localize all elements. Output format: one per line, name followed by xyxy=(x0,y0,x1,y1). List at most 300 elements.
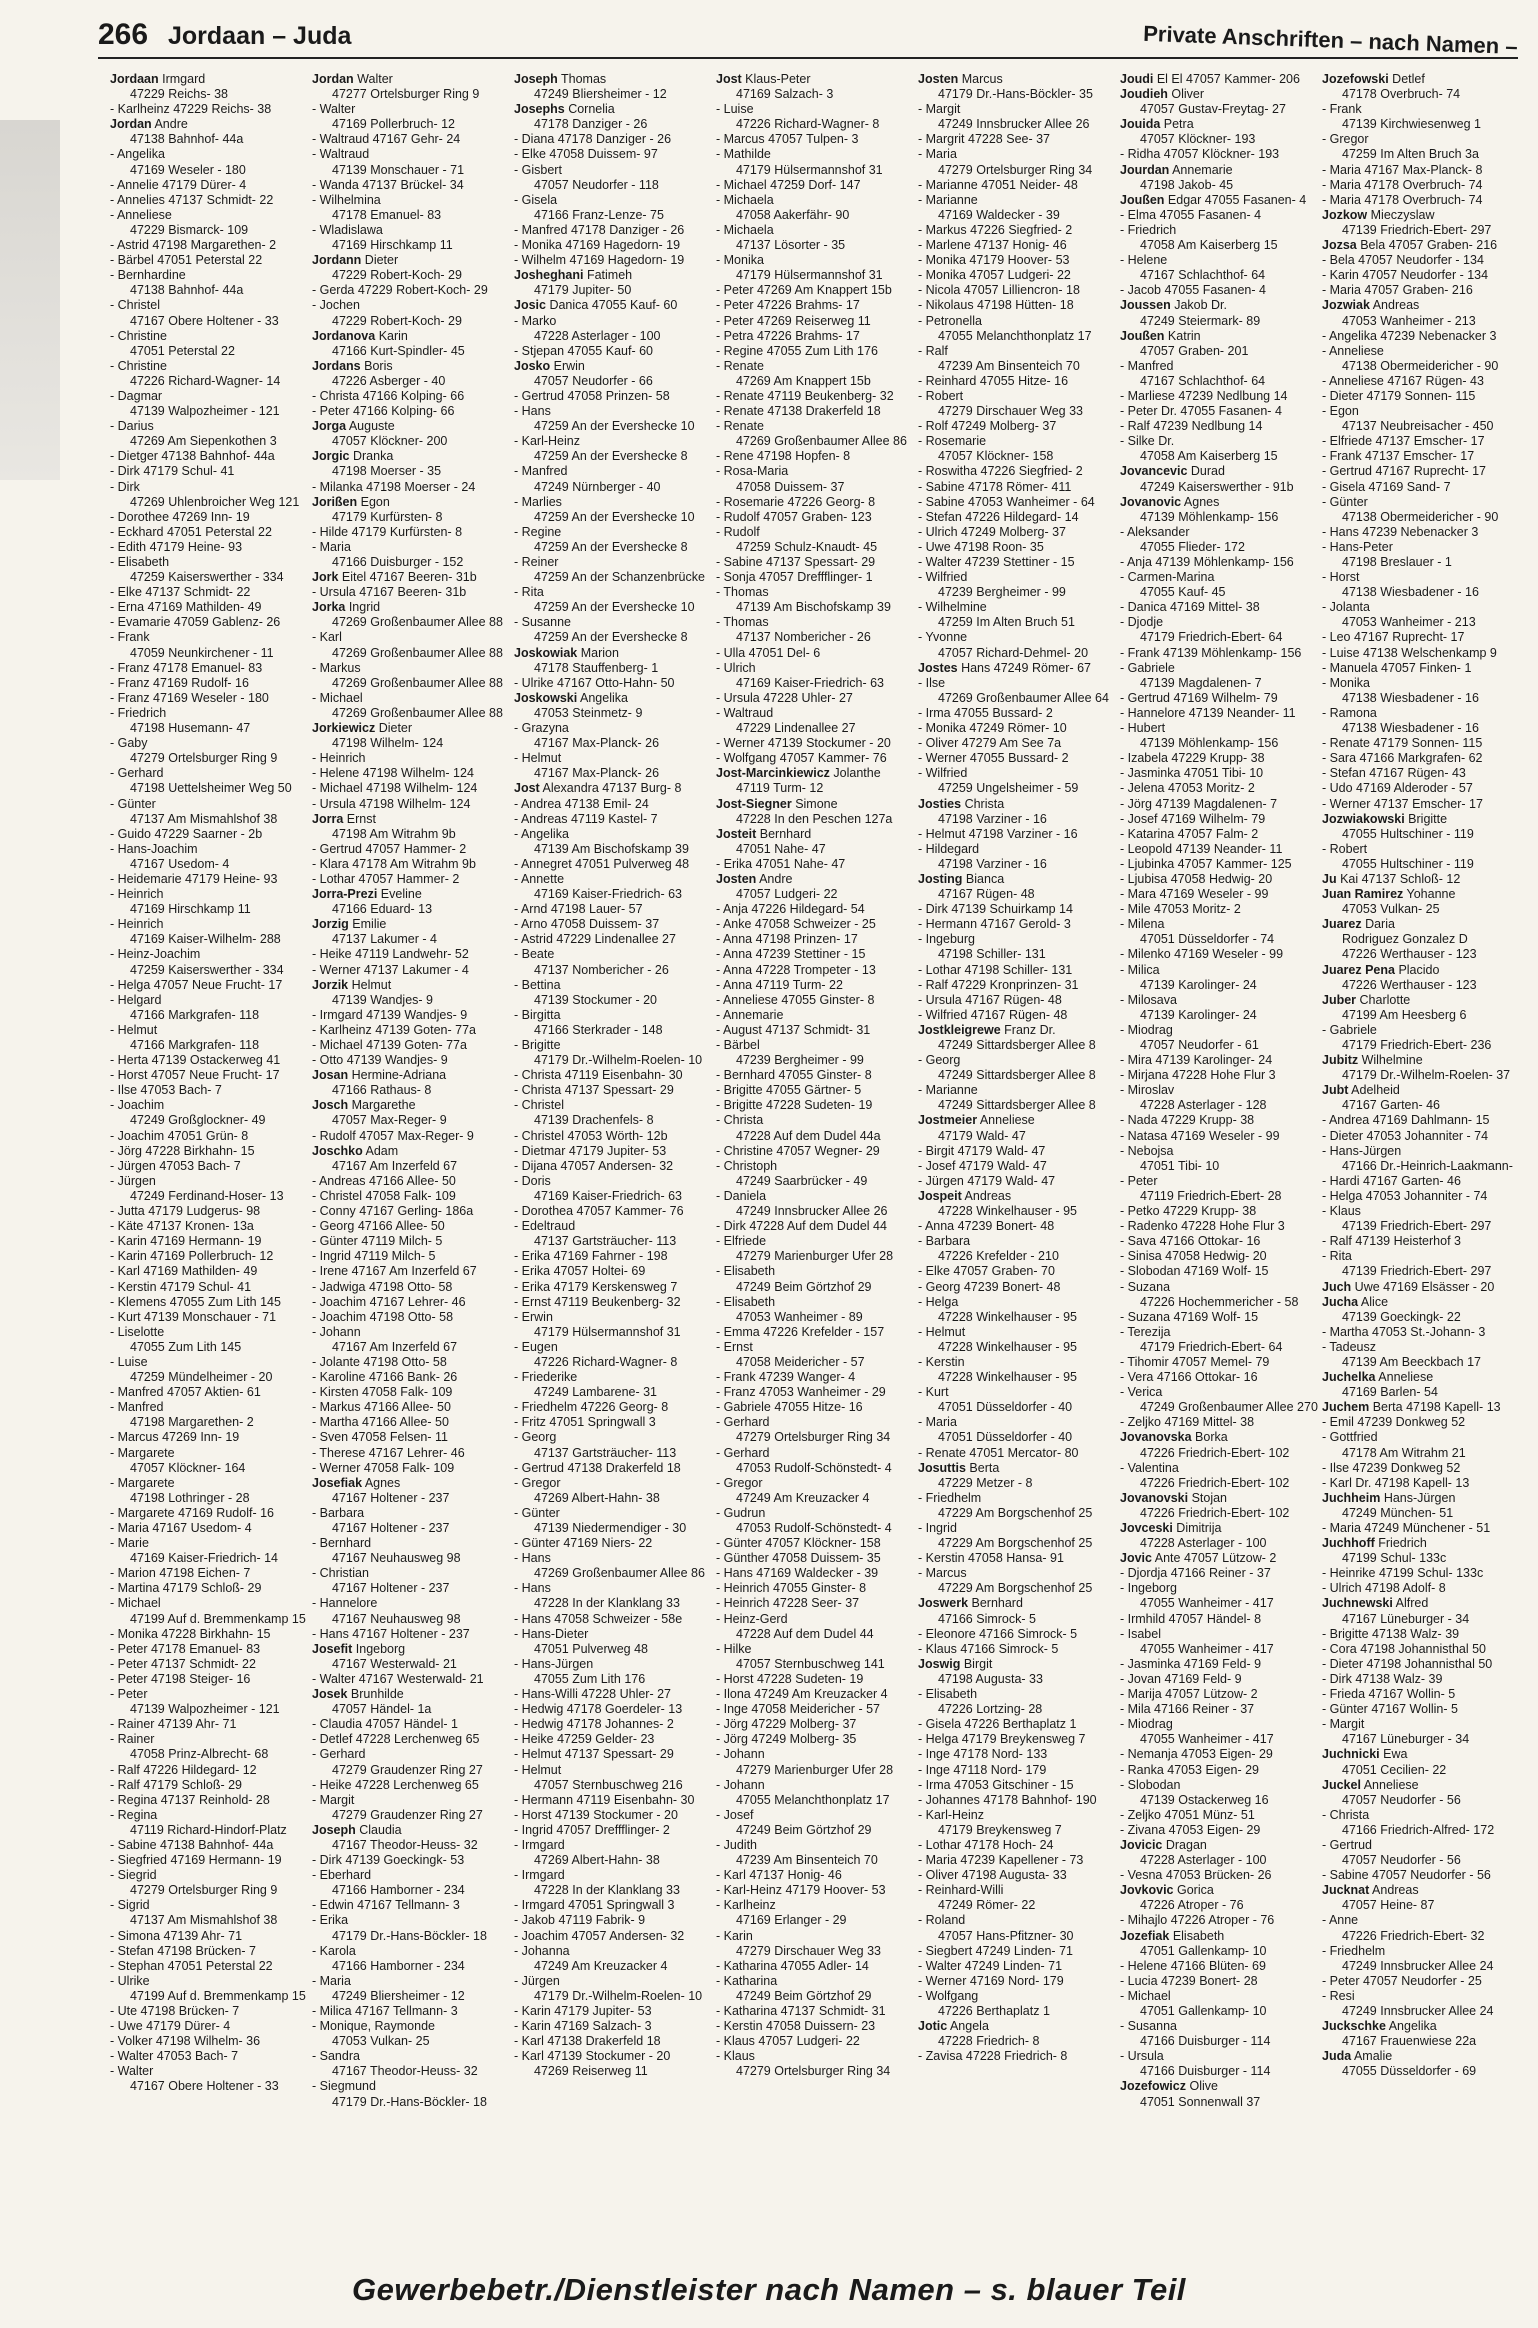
address-line: 47119 Richard-Hindorf-Platz xyxy=(130,1822,287,1837)
address-line: 47179 Breykensweg 7 xyxy=(938,1822,1062,1837)
person-entry: - Sava 47166 Ottokar- 16 xyxy=(1120,1234,1261,1249)
address-line: 47169 Kaiser-Wilhelm- 288 xyxy=(130,932,281,947)
person-entry: - Karl 47169 Mathilden- 49 xyxy=(110,1264,258,1279)
person-entry: - Inge 47118 Nord- 179 xyxy=(918,1762,1047,1777)
surname-entry xyxy=(918,1596,1116,1611)
address-line: 47055 Zum Lith 145 xyxy=(130,1339,242,1354)
person-entry: - Gottfried xyxy=(1322,1430,1378,1445)
surname-entry xyxy=(312,1476,510,1491)
person-entry: - Erika 47051 Nahe- 47 xyxy=(716,856,846,871)
person-entry: - Jasminka 47051 Tibi- 10 xyxy=(1120,766,1264,781)
address-line: 47277 Ortelsburger Ring 9 xyxy=(332,87,480,102)
address-line: 47179 Friedrich-Ebert- 64 xyxy=(1140,630,1283,645)
person-entry: - Heinrich 47228 Seer- 37 xyxy=(716,1596,860,1611)
surname: Jucknat xyxy=(1322,1883,1370,1898)
surname: Jozefowicz xyxy=(1120,2079,1186,2094)
person-entry: - Hans-Joachim xyxy=(110,841,198,856)
person-entry: - Sabine 47057 Neudorfer - 56 xyxy=(1322,1868,1491,1883)
person-entry: - Hans-Peter xyxy=(1322,539,1393,554)
person-entry: - Anna 47239 Stettiner - 15 xyxy=(716,947,866,962)
person-entry: - Anneliese 47167 Rügen- 43 xyxy=(1322,373,1484,388)
person-entry: - Egon xyxy=(1322,404,1359,419)
person-entry: - Susanna xyxy=(1120,2019,1177,2034)
address-line: 47166 Markgrafen- 118 xyxy=(130,1007,260,1022)
surname: Jozsa xyxy=(1322,238,1357,253)
person-entry: - Frank 47139 Möhlenkamp- 156 xyxy=(1120,645,1302,660)
surname-entry xyxy=(1322,917,1520,932)
person-entry: - Helmut 47137 Spessart- 29 xyxy=(514,1747,674,1762)
address-line: 47057 Gustav-Freytag- 27 xyxy=(1140,102,1286,117)
person-entry: - Heinrich xyxy=(312,751,366,766)
address-line: 47139 Karolinger- 24 xyxy=(1140,977,1257,992)
surname: Jouida xyxy=(1120,117,1161,132)
given-name: Ingrid xyxy=(345,600,381,615)
person-entry: - Irmgard 47051 Springwall 3 xyxy=(514,1898,675,1913)
address-line: 47179 Hülsermannshof 31 xyxy=(736,268,883,283)
person-entry: - Hubert xyxy=(1120,721,1166,736)
person-entry: - Bernhard 47055 Ginster- 8 xyxy=(716,1068,872,1083)
surname-entry xyxy=(1322,298,1520,313)
person-entry: - Marlene 47137 Honig- 46 xyxy=(918,238,1067,253)
given-name: Uwe 47169 Elsässer - 20 xyxy=(1351,1279,1495,1294)
person-entry: - Tadeusz xyxy=(1322,1339,1376,1354)
address-line: 47058 Meidericher - 57 xyxy=(736,1354,865,1369)
address-line: 47228 Friedrich- 8 xyxy=(938,2034,1040,2049)
person-entry: - Miodrag xyxy=(1120,1022,1173,1037)
address-line: 47139 Friedrich-Ebert- 297 xyxy=(1342,222,1492,237)
surname-entry xyxy=(918,2019,1116,2034)
surname-entry xyxy=(1120,1430,1318,1445)
address-line: 47166 Simrock- 5 xyxy=(938,1611,1036,1626)
address-line: 47167 Neuhausweg 98 xyxy=(332,1551,461,1566)
address-line: 47228 Auf dem Dudel 44 xyxy=(736,1626,874,1641)
person-entry: - Monika 47169 Hagedorn- 19 xyxy=(514,238,681,253)
address-line: 47167 Neuhausweg 98 xyxy=(332,1611,461,1626)
address-line: 47139 Möhlenkamp- 156 xyxy=(1140,509,1279,524)
person-entry: - Milanka 47198 Moerser - 24 xyxy=(312,479,476,494)
address-line: 47139 Möhlenkamp- 156 xyxy=(1140,736,1279,751)
address-line: 47169 Salzach- 3 xyxy=(736,87,834,102)
address-line: 47166 Eduard- 13 xyxy=(332,902,433,917)
person-entry: - Ilse 47239 Donkweg 52 xyxy=(1322,1460,1461,1475)
address-line: 47269 Am Siepenkothen 3 xyxy=(130,434,277,449)
person-entry: - Darius xyxy=(110,419,154,434)
address-line: 47055 Wanheimer - 417 xyxy=(1140,1732,1274,1747)
address-line: 47057 Sternbuschweg 141 xyxy=(736,1656,885,1671)
address-line: 47139 Drachenfels- 8 xyxy=(534,1113,654,1128)
person-entry: - Karin xyxy=(716,1928,753,1943)
address-line: 47226 Berthaplatz 1 xyxy=(938,2004,1050,2018)
address-line: 47279 Ortelsburger Ring 34 xyxy=(736,1430,891,1445)
person-entry: - Heinrich xyxy=(110,887,164,902)
person-entry: - Suzana xyxy=(1120,1279,1171,1294)
given-name: Klaus-Peter xyxy=(741,72,811,86)
person-entry: - Marianne xyxy=(918,192,978,207)
person-entry: - Nebojsa xyxy=(1120,1143,1174,1158)
person-entry: - Suzana 47169 Wolf- 15 xyxy=(1120,1309,1259,1324)
given-name: Erwin xyxy=(550,358,585,373)
person-entry: - Margit xyxy=(918,102,961,117)
address-line: 47166 Sterkrader - 148 xyxy=(534,1022,663,1037)
address-line: 47199 Schul- 133c xyxy=(1342,1551,1447,1566)
given-name: El El 47057 Kammer- 206 xyxy=(1153,72,1300,86)
person-entry: - Katarina 47057 Falm- 2 xyxy=(1120,826,1259,841)
person-entry: - Hans xyxy=(514,404,551,419)
address-line: 47058 Am Kaiserberg 15 xyxy=(1140,449,1278,464)
person-entry: - Ilse 47053 Bach- 7 xyxy=(110,1083,222,1098)
person-entry: - Hildegard xyxy=(918,841,980,856)
person-entry: - Margit xyxy=(1322,1717,1365,1732)
surname: Josko xyxy=(514,358,551,373)
address-line: 47137 Gartsträucher- 113 xyxy=(534,1445,677,1460)
person-entry: - Petko 47229 Krupp- 38 xyxy=(1120,1204,1257,1219)
person-entry: - Karola xyxy=(312,1943,356,1958)
address-line: 47053 Vulkan- 25 xyxy=(332,2034,430,2049)
address-line: 47166 Friedrich-Alfred- 172 xyxy=(1342,1822,1495,1837)
person-entry: - Klemens 47055 Zum Lith 145 xyxy=(110,1294,281,1309)
directory-column xyxy=(514,72,712,2252)
surname-entry xyxy=(1322,1747,1520,1762)
person-entry: - Gisela 47169 Sand- 7 xyxy=(1322,479,1451,494)
address-line: 47279 Dirschauer Weg 33 xyxy=(938,404,1083,419)
person-entry: - Wilhelmina xyxy=(312,192,381,207)
address-line: 47137 Am Mismahlshof 38 xyxy=(130,1913,278,1928)
surname: Jozwiak xyxy=(1322,298,1370,313)
person-entry: - Karin 47169 Salzach- 3 xyxy=(514,2019,652,2034)
person-entry: - Werner 47169 Nord- 179 xyxy=(918,1973,1064,1988)
person-entry: - Helmut 47198 Varziner - 16 xyxy=(918,826,1078,841)
address-line: 47259 Schulz-Knaudt- 45 xyxy=(736,539,878,554)
surname: Jordan xyxy=(110,117,152,132)
person-entry: - Klaus 47057 Ludgeri- 22 xyxy=(716,2034,860,2049)
address-line: 47279 Graudenzer Ring 27 xyxy=(332,1762,483,1777)
person-entry: - Georg 47166 Allee- 50 xyxy=(312,1219,445,1234)
person-entry: - Milica xyxy=(1120,962,1160,977)
address-line: 47239 Bergheimer - 99 xyxy=(938,585,1066,600)
person-entry: - Michael xyxy=(1120,1988,1171,2003)
surname: Juchheim xyxy=(1322,1490,1381,1505)
surname: Joswig xyxy=(918,1656,961,1671)
person-entry: - Gisela xyxy=(514,192,558,207)
address-line: 47259 An der Evershecke 8 xyxy=(534,630,688,645)
address-line: 47259 Mündelheimer - 20 xyxy=(130,1370,273,1385)
person-entry: - Helga 47057 Neue Frucht- 17 xyxy=(110,977,283,992)
address-line: 47228 Auf dem Dudel 44a xyxy=(736,1128,881,1143)
address-line: 47269 Großenbaumer Allee 88 xyxy=(332,705,503,720)
person-entry: - Walter xyxy=(110,2064,154,2079)
person-entry: - Milenko 47169 Weseler - 99 xyxy=(1120,947,1284,962)
address-line: 47055 Melanchthonplatz 17 xyxy=(736,1792,890,1807)
person-entry: - Claudia 47057 Händel- 1 xyxy=(312,1717,458,1732)
person-entry: - Hermann 47119 Eisenbahn- 30 xyxy=(514,1792,695,1807)
address-line: 47269 Großenbaumer Allee 86 xyxy=(736,434,907,449)
surname-entry xyxy=(110,117,308,132)
person-entry: - Frank xyxy=(110,630,150,645)
person-entry: - Werner 47139 Stockumer - 20 xyxy=(716,736,891,751)
person-entry: - Monika xyxy=(1322,675,1370,690)
surname-entry xyxy=(716,872,914,887)
surname-entry xyxy=(312,570,510,585)
address-line: 47053 Steinmetz- 9 xyxy=(534,705,643,720)
address-line: 47057 Max-Reger- 9 xyxy=(332,1113,447,1128)
surname: Juckschke xyxy=(1322,2019,1386,2034)
given-name: Kai 47137 Schloß- 12 xyxy=(1336,871,1461,886)
given-name: Eitel 47167 Beeren- 31b xyxy=(338,570,477,585)
person-entry: - Sonja 47057 Dreffflinger- 1 xyxy=(716,570,873,585)
person-entry: - Georg 47239 Bonert- 48 xyxy=(918,1279,1061,1294)
person-entry: - Maria xyxy=(312,539,351,554)
person-entry: - Vera 47166 Ottokar- 16 xyxy=(1120,1370,1258,1385)
person-entry: - Dirk 47139 Schuirkamp 14 xyxy=(918,902,1073,917)
person-entry: - Uwe 47179 Dürer- 4 xyxy=(110,2019,231,2034)
directory-column xyxy=(312,72,510,2252)
surname-entry xyxy=(312,812,510,827)
surname-entry xyxy=(1120,298,1318,313)
person-entry: - Günther 47058 Duissem- 35 xyxy=(716,1551,881,1566)
given-name: Yohanne xyxy=(1403,887,1456,902)
person-entry: - Brigitte xyxy=(514,1038,561,1052)
address-line: 47279 Ortelsburger Ring 9 xyxy=(130,751,278,766)
person-entry: - Gregor xyxy=(1322,132,1369,147)
address-line: 47229 Robert-Koch- 29 xyxy=(332,313,462,328)
surname-entry xyxy=(110,72,308,87)
given-name: Olive xyxy=(1186,2079,1218,2094)
address-line: 47139 Walpozheimer - 121 xyxy=(130,1702,280,1717)
address-line: 47229 Metzer - 8 xyxy=(938,1475,1033,1490)
person-entry: - Karin 47169 Pollerbruch- 12 xyxy=(110,1249,274,1264)
person-entry: - Maria 47167 Usedom- 4 xyxy=(110,1521,252,1535)
person-entry: - Nicola 47057 Lilliencron- 18 xyxy=(918,283,1080,298)
person-entry: - Brigitte 47138 Walz- 39 xyxy=(1322,1626,1460,1641)
given-name: Simone xyxy=(791,796,838,811)
address-line: 47169 Barlen- 54 xyxy=(1342,1385,1438,1400)
person-entry: - Anna 47119 Turm- 22 xyxy=(716,977,843,992)
person-entry: - Uwe 47198 Roon- 35 xyxy=(918,539,1044,554)
given-name: Bela 47057 Graben- 216 xyxy=(1356,238,1498,253)
given-name: Andreas xyxy=(961,1188,1012,1203)
person-entry: - Jadwiga 47198 Otto- 58 xyxy=(312,1279,453,1294)
person-entry: - Robert xyxy=(918,388,964,403)
person-entry: - Udo 47169 Alderoder - 57 xyxy=(1322,781,1473,796)
person-entry: - Edwin 47167 Tellmann- 3 xyxy=(312,1898,460,1913)
surname-entry xyxy=(1120,163,1318,178)
person-entry: - Helmut xyxy=(110,1022,158,1037)
person-entry: - Thomas xyxy=(716,585,769,600)
given-name: Detlef xyxy=(1388,72,1425,86)
address-line: 47279 Marienburger Ufer 28 xyxy=(736,1762,894,1777)
person-entry: - Mile 47053 Moritz- 2 xyxy=(1120,902,1241,917)
given-name: Auguste xyxy=(346,419,395,434)
surname-entry xyxy=(716,827,914,842)
surname-entry xyxy=(1120,87,1318,102)
address-line: 47279 Ortelsburger Ring 9 xyxy=(130,1883,278,1898)
person-entry: - Heinrich 47055 Ginster- 8 xyxy=(716,1581,867,1596)
address-line: 47226 Krefelder - 210 xyxy=(938,1249,1059,1264)
surname-entry xyxy=(1120,1883,1318,1898)
page-range-title: Jordaan – Juda xyxy=(168,22,352,50)
person-entry: - Hans-Dieter xyxy=(514,1626,589,1641)
person-entry: - Irmgard xyxy=(514,1837,565,1852)
surname: Josan xyxy=(312,1068,349,1083)
address-line: 47229 Lindenallee 27 xyxy=(736,721,856,736)
person-entry: - Bettina xyxy=(514,977,561,992)
address-line: 47279 Ortelsburger Ring 34 xyxy=(736,2064,891,2079)
person-entry: - Karl xyxy=(312,630,342,645)
address-line: 47249 Innsbrucker Allee 24 xyxy=(1342,1958,1494,1973)
address-line: 47167 Holtener - 237 xyxy=(332,1521,450,1535)
person-entry: - Rainer xyxy=(110,1732,155,1747)
given-name: Jakob Dr. xyxy=(1170,298,1227,313)
surname: Josting xyxy=(918,871,963,886)
person-entry: - Franz 47169 Weseler - 180 xyxy=(110,690,269,705)
address-line: 47138 Wiesbadener - 16 xyxy=(1342,690,1479,705)
person-entry: - Peter 47226 Brahms- 17 xyxy=(716,298,860,313)
person-entry: - Judith xyxy=(716,1837,757,1852)
given-name: Ewa xyxy=(1379,1747,1408,1762)
person-entry: - Annelie 47179 Dürer- 4 xyxy=(110,177,247,192)
person-entry: - Hans-Jürgen xyxy=(1322,1143,1402,1158)
person-entry: - Volker 47198 Wilhelm- 36 xyxy=(110,2034,261,2049)
address-line: Rodriguez Gonzalez D xyxy=(1342,932,1468,947)
person-entry: - Ursula 47198 Wilhelm- 124 xyxy=(312,796,471,811)
person-entry: - Jakob 47119 Fabrik- 9 xyxy=(514,1913,646,1928)
address-line: 47249 Innsbrucker Allee 26 xyxy=(938,117,1090,132)
address-line: 47249 Am Kreuzacker 4 xyxy=(534,1958,668,1973)
address-line: 47058 Aakerfähr- 90 xyxy=(736,207,850,222)
person-entry: - Monika xyxy=(716,253,764,268)
person-entry: - Gabriele xyxy=(1120,660,1175,675)
given-name: Agnes xyxy=(362,1475,401,1490)
person-entry: - Christian xyxy=(312,1566,369,1581)
person-entry: - Astrid 47198 Margarethen- 2 xyxy=(110,238,277,253)
person-entry: - Dorothea 47057 Kammer- 76 xyxy=(514,1204,684,1219)
address-line: 47169 Kaiser-Friedrich- 14 xyxy=(130,1551,278,1566)
person-entry: - Kerstin xyxy=(918,1354,965,1369)
surname-entry xyxy=(1322,1778,1520,1793)
address-line: 47199 Auf d. Bremmenkamp 15 xyxy=(130,1988,306,2003)
address-line: 47169 Hirschkamp 11 xyxy=(332,238,453,253)
surname-entry xyxy=(312,1098,510,1113)
person-entry: - Rene 47198 Hopfen- 8 xyxy=(716,449,851,464)
person-entry: - Siegbert 47249 Linden- 71 xyxy=(918,1943,1073,1958)
person-entry: - Bela 47057 Neudorfer - 134 xyxy=(1322,253,1484,268)
person-entry: - Simona 47139 Ahr- 71 xyxy=(110,1928,243,1943)
person-entry: - Helgard xyxy=(110,992,162,1007)
surname-entry xyxy=(1120,72,1318,87)
surname-entry xyxy=(312,449,510,464)
person-entry: - Mirjana 47228 Hohe Flur 3 xyxy=(1120,1068,1276,1083)
person-entry: - Andreas 47166 Allee- 50 xyxy=(312,1173,456,1188)
address-line: 47269 Reiserweg 11 xyxy=(534,2064,648,2079)
surname-entry xyxy=(1322,963,1520,978)
person-entry: - Michaela xyxy=(716,222,774,237)
person-entry: - Zeljko 47169 Mittel- 38 xyxy=(1120,1415,1255,1430)
person-entry: - Margit xyxy=(312,1792,355,1807)
person-entry: - Ridha 47057 Klöckner- 193 xyxy=(1120,147,1280,162)
person-entry: - Margarete 47169 Rudolf- 16 xyxy=(110,1505,274,1520)
address-line: 47139 Friedrich-Ebert- 297 xyxy=(1342,1219,1492,1234)
person-entry: - Petra 47226 Brahms- 17 xyxy=(716,328,860,343)
address-line: 47226 Richard-Wagner- 14 xyxy=(130,373,281,388)
address-line: 47167 Lüneburger - 34 xyxy=(1342,1732,1470,1747)
person-entry: - Heike 47259 Gelder- 23 xyxy=(514,1732,655,1747)
person-entry: - Dieter 47053 Johanniter - 74 xyxy=(1322,1128,1489,1143)
person-entry: - Otto 47139 Wandjes- 9 xyxy=(312,1053,448,1068)
person-entry: - Siegrid xyxy=(110,1868,157,1883)
address-line: 47198 Schiller- 131 xyxy=(938,947,1046,962)
address-line: 47169 Waldecker - 39 xyxy=(938,207,1060,222)
given-name: Anneliese xyxy=(977,1113,1035,1128)
person-entry: - Peter xyxy=(1120,1173,1158,1188)
person-entry: - Hannelore xyxy=(312,1596,378,1611)
given-name: Gorica xyxy=(1173,1883,1214,1898)
given-name: Amalie xyxy=(1351,2049,1393,2064)
given-name: Thomas xyxy=(557,72,607,86)
person-entry: - Grazyna xyxy=(514,721,569,736)
person-entry: - Ingrid 47119 Milch- 5 xyxy=(312,1249,436,1264)
person-entry: - Reinhard 47055 Hitze- 16 xyxy=(918,373,1069,388)
person-entry: - Gregor xyxy=(716,1475,763,1490)
surname: Jost-Siegner xyxy=(716,796,792,811)
surname-entry xyxy=(1322,1083,1520,1098)
surname: Jorra xyxy=(312,811,344,826)
person-entry: - Ljubinka 47057 Kammer- 125 xyxy=(1120,856,1292,871)
person-entry: - Martha 47166 Allee- 50 xyxy=(312,1415,449,1430)
address-line: 47229 Am Borgschenhof 25 xyxy=(938,1505,1093,1520)
surname: Jovancevic xyxy=(1120,464,1188,479)
surname: Juchelka xyxy=(1322,1370,1376,1385)
surname: Jovkovic xyxy=(1120,1883,1174,1898)
person-entry: - August 47137 Schmidt- 31 xyxy=(716,1022,871,1037)
person-entry: - Renate 47119 Beukenberg- 32 xyxy=(716,388,894,403)
person-entry: - Maria 47057 Graben- 216 xyxy=(1322,283,1473,298)
person-entry: - Michael 47198 Wilhelm- 124 xyxy=(312,781,478,796)
person-entry: - Astrid 47229 Lindenallee 27 xyxy=(514,932,676,947)
surname-entry xyxy=(514,298,712,313)
person-entry: - Gabriele xyxy=(1322,1022,1377,1037)
given-name: Andreas xyxy=(1369,298,1420,313)
address-line: 47166 Dr.-Heinrich-Laakmann- xyxy=(1342,1158,1513,1173)
person-entry: - Martha 47053 St.-Johann- 3 xyxy=(1322,1324,1486,1339)
address-line: 47249 Ferdinand-Hoser- 13 xyxy=(130,1188,284,1203)
person-entry: - Annette xyxy=(514,871,565,886)
given-name: Agnes xyxy=(1181,494,1220,509)
given-name: Durad xyxy=(1187,464,1225,479)
surname-entry xyxy=(1322,72,1520,87)
person-entry: - Markus 47166 Allee- 50 xyxy=(312,1400,451,1415)
given-name: Dimitrija xyxy=(1172,1521,1222,1535)
surname: Juchnewski xyxy=(1322,1596,1393,1611)
person-entry: - Terezija xyxy=(1120,1324,1171,1339)
person-entry: - Regina 47137 Reinhold- 28 xyxy=(110,1792,270,1807)
surname: Juarez Pena xyxy=(1322,962,1395,977)
person-entry: - Christine xyxy=(110,328,167,343)
surname: Jost xyxy=(514,781,540,796)
surname-entry xyxy=(918,1189,1116,1204)
address-line: 47249 Römer- 22 xyxy=(938,1898,1036,1913)
person-entry: - Birgitta xyxy=(514,1007,561,1022)
person-entry: - Christa xyxy=(716,1113,764,1128)
person-entry: - Helga xyxy=(918,1294,959,1309)
person-entry: - Manfred xyxy=(514,464,568,479)
person-entry: - Maria xyxy=(918,1415,957,1430)
person-entry: - Bärbel xyxy=(716,1038,760,1052)
person-entry: - Michael xyxy=(312,690,363,705)
given-name: Edgar 47055 Fasanen- 4 xyxy=(1164,192,1307,207)
person-entry: - Katharina 47055 Adler- 14 xyxy=(716,1958,869,1973)
person-entry: - Hans 47058 Schweizer - 58e xyxy=(514,1611,683,1626)
given-name: Andreas xyxy=(1369,1883,1419,1898)
